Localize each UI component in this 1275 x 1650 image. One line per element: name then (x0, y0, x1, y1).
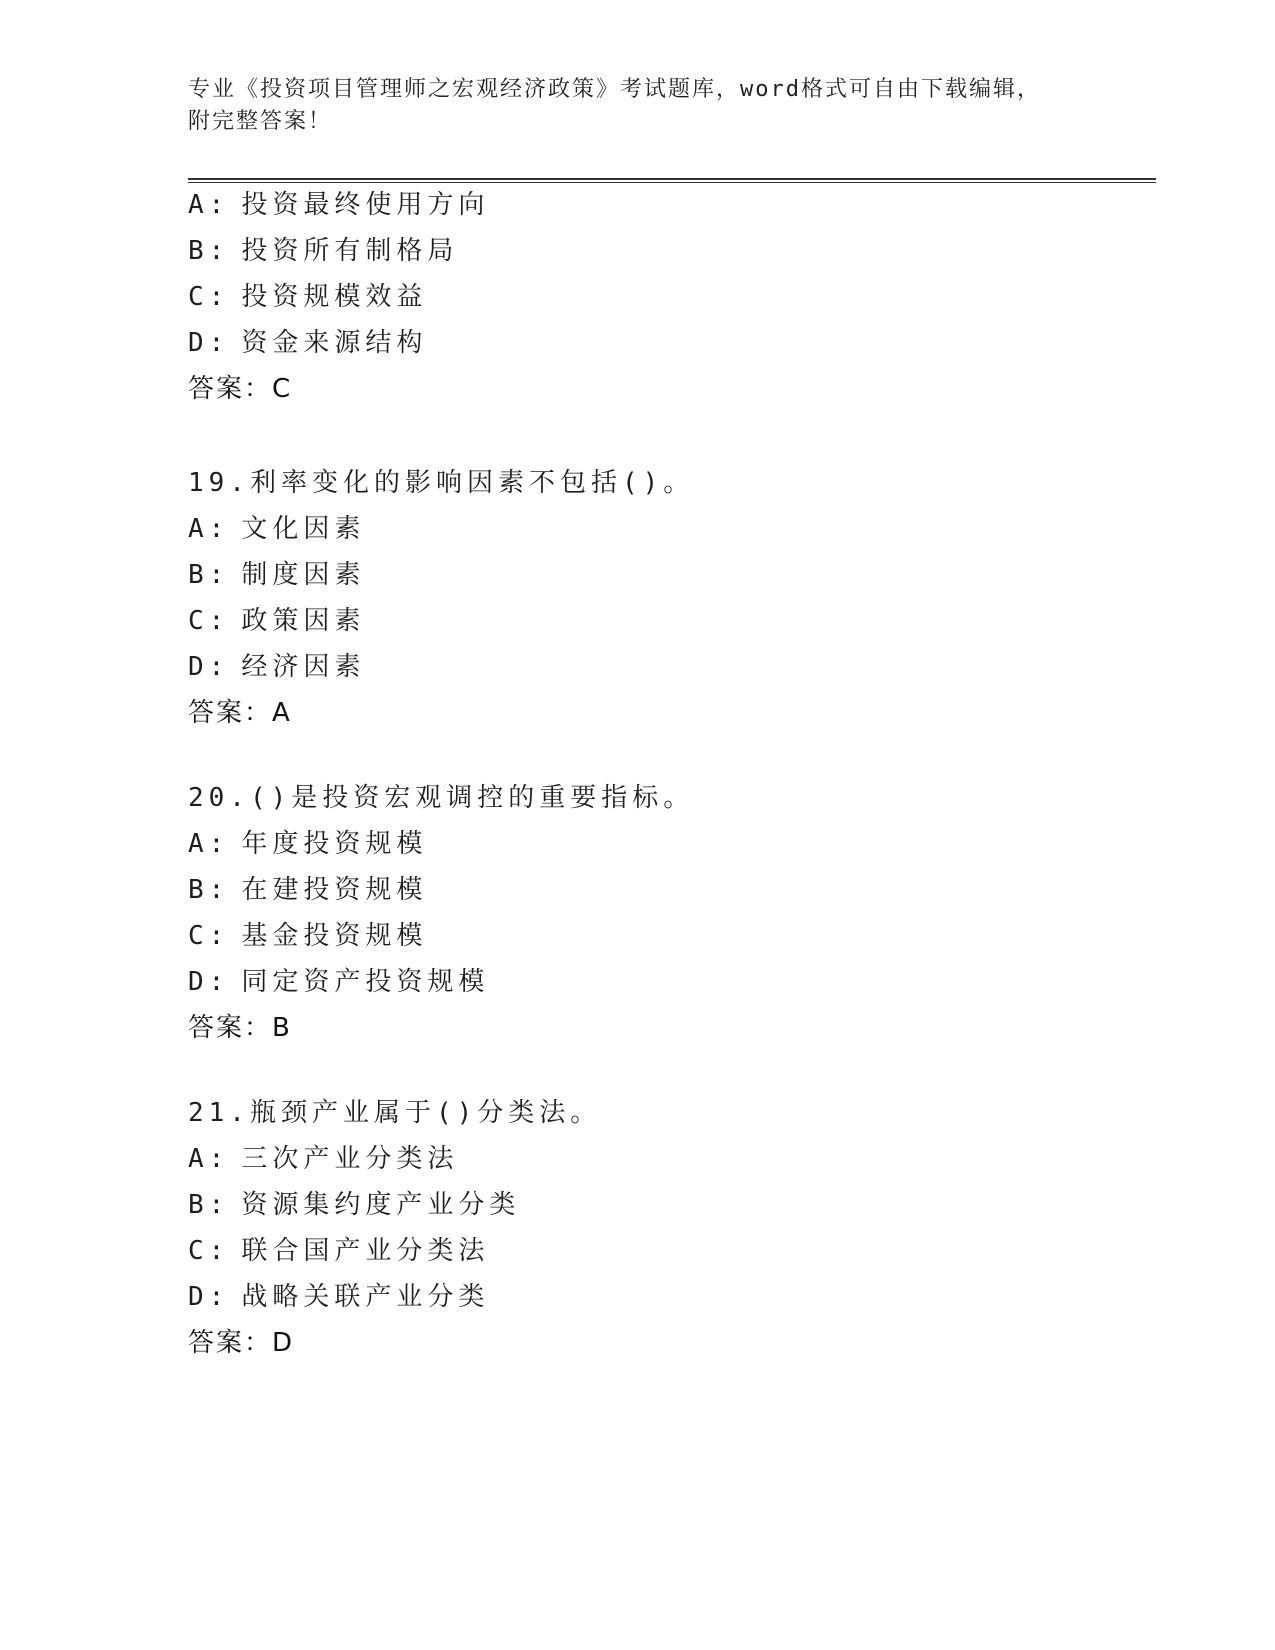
option-d (188, 959, 1088, 1005)
document-header (188, 74, 1088, 138)
option-letter: D: (188, 1282, 230, 1312)
option-text: 年度投资规模 (241, 829, 428, 859)
header-line-2: 附完整答案！ (188, 109, 333, 134)
option-letter: A: (188, 514, 230, 544)
option-text: 资源集约度产业分类 (241, 1190, 521, 1220)
option-text: 三次产业分类法 (241, 1144, 459, 1174)
option-letter: A: (188, 190, 230, 220)
option-text: 在建投资规模 (241, 875, 428, 905)
option-c (188, 598, 1088, 644)
question-19-block (188, 460, 1088, 736)
option-c (188, 274, 1088, 320)
option-c (188, 1228, 1088, 1274)
option-b (188, 552, 1088, 598)
option-text: 投资最终使用方向 (241, 190, 490, 220)
option-b (188, 228, 1088, 274)
option-letter: C: (188, 1236, 230, 1266)
option-d (188, 1274, 1088, 1320)
question-18-block (188, 182, 1088, 412)
option-letter: C: (188, 282, 230, 312)
option-letter: D: (188, 328, 230, 358)
option-letter: B: (188, 236, 230, 266)
option-text: 投资所有制格局 (241, 236, 459, 266)
option-letter: A: (188, 829, 230, 859)
option-text: 基金投资规模 (241, 921, 428, 951)
question-21-block (188, 1090, 1088, 1366)
question-text: 21.瓶颈产业属于()分类法。 (188, 1098, 602, 1128)
option-d (188, 320, 1088, 366)
header-line-1: 专业《投资项目管理师之宏观经济政策》考试题库，word格式可自由下载编辑， (188, 77, 1041, 102)
answer-line: 答案：D (188, 1328, 295, 1358)
option-text: 战略关联产业分类 (241, 1282, 490, 1312)
answer-line: 答案：C (188, 374, 293, 404)
option-text: 文化因素 (241, 514, 366, 544)
option-text: 政策因素 (241, 606, 366, 636)
option-a (188, 1136, 1088, 1182)
option-letter: D: (188, 652, 230, 682)
option-text: 制度因素 (241, 560, 366, 590)
question-20-block (188, 775, 1088, 1051)
question-text: 20.()是投资宏观调控的重要指标。 (188, 783, 695, 813)
answer-line: 答案：B (188, 1013, 292, 1043)
option-text: 资金来源结构 (241, 328, 428, 358)
option-c (188, 913, 1088, 959)
answer-line: 答案：A (188, 698, 292, 728)
option-letter: A: (188, 1144, 230, 1174)
option-letter: B: (188, 560, 230, 590)
option-a (188, 506, 1088, 552)
question-text: 19.利率变化的影响因素不包括()。 (188, 468, 695, 498)
option-a (188, 182, 1088, 228)
option-b (188, 1182, 1088, 1228)
option-letter: B: (188, 1190, 230, 1220)
option-a (188, 821, 1088, 867)
option-text: 经济因素 (241, 652, 366, 682)
option-letter: C: (188, 606, 230, 636)
option-text: 同定资产投资规模 (241, 967, 490, 997)
option-text: 联合国产业分类法 (241, 1236, 490, 1266)
option-text: 投资规模效益 (241, 282, 428, 312)
option-letter: B: (188, 875, 230, 905)
option-letter: C: (188, 921, 230, 951)
option-letter: D: (188, 967, 230, 997)
option-b (188, 867, 1088, 913)
option-d (188, 644, 1088, 690)
